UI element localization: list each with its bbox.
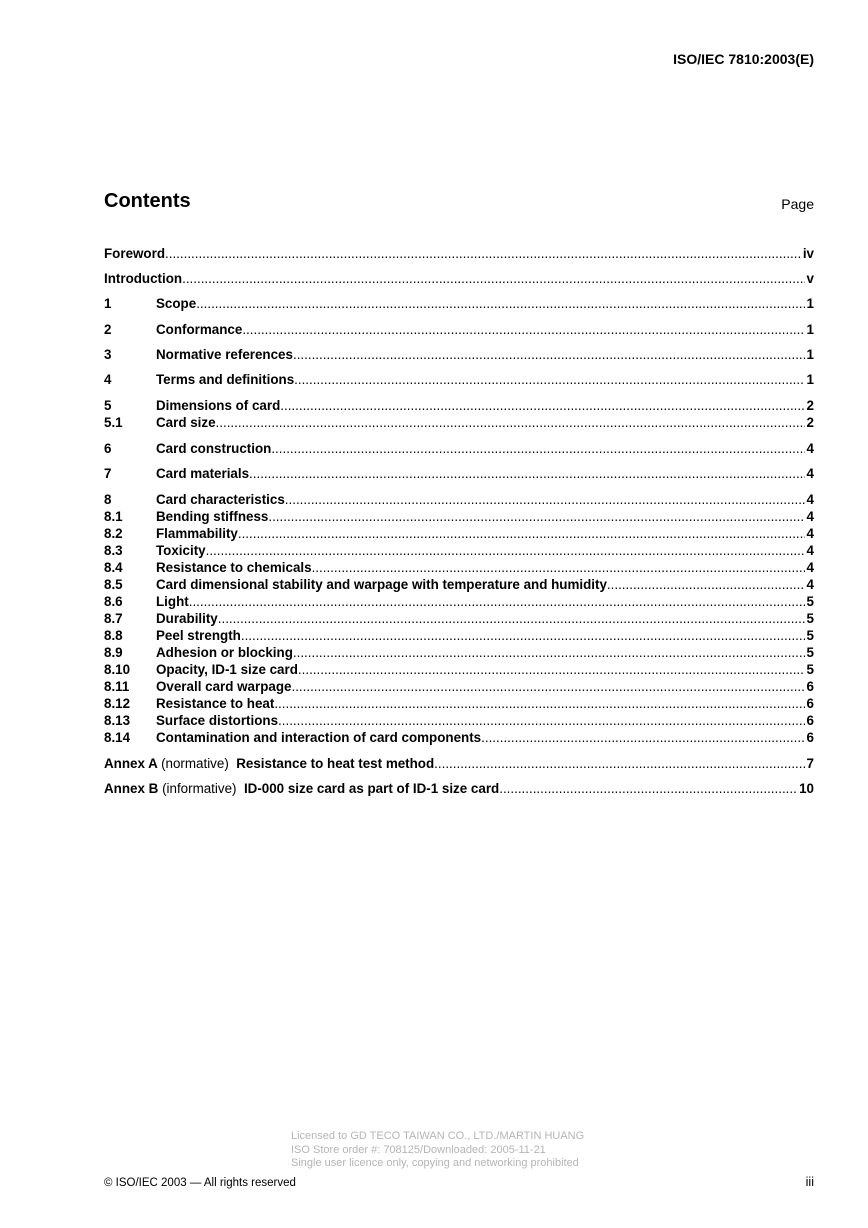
document-id: ISO/IEC 7810:2003(E) bbox=[673, 51, 814, 67]
toc-entry[interactable] bbox=[104, 560, 814, 577]
toc-entry-page: 6 bbox=[806, 730, 814, 745]
annex-title: ID-000 size card as part of ID-1 size card bbox=[243, 781, 500, 796]
dot-leader bbox=[218, 611, 805, 626]
toc-entry-page: 4 bbox=[806, 509, 814, 524]
toc-entry-number: 8.14 bbox=[104, 730, 131, 745]
annex-type: (informative) bbox=[162, 781, 237, 796]
annex-title: Resistance to heat test method bbox=[236, 756, 435, 771]
toc-entry[interactable] bbox=[104, 246, 814, 263]
annex-page: 7 bbox=[806, 756, 814, 771]
toc-entry-number: 8.4 bbox=[104, 560, 123, 575]
toc-entry[interactable] bbox=[104, 466, 814, 483]
toc-entry-page: 5 bbox=[806, 611, 814, 626]
toc-entry-title: Card size bbox=[156, 415, 216, 430]
toc-entry-page: 4 bbox=[806, 441, 814, 456]
toc-entry-page: 4 bbox=[806, 526, 814, 541]
toc-entry-number: 8.7 bbox=[104, 611, 123, 626]
toc-entry-page: 1 bbox=[806, 296, 814, 311]
dot-leader bbox=[242, 322, 804, 337]
toc-entry-title: Normative references bbox=[156, 347, 293, 362]
toc-entry-title: Contamination and interaction of card components bbox=[156, 730, 482, 745]
toc-entry-page: 5 bbox=[806, 662, 814, 677]
toc-entry-page: 1 bbox=[806, 372, 814, 387]
dot-leader bbox=[165, 246, 801, 261]
toc-entry-number: 8.13 bbox=[104, 713, 131, 728]
dot-leader bbox=[206, 543, 805, 558]
toc-entry[interactable] bbox=[104, 628, 814, 645]
toc-entry-title: Card construction bbox=[156, 441, 272, 456]
toc-annex-entry[interactable] bbox=[104, 781, 814, 798]
toc-entry[interactable] bbox=[104, 271, 814, 288]
toc-entry[interactable] bbox=[104, 322, 814, 339]
toc-entry-page: 5 bbox=[806, 628, 814, 643]
toc-entry[interactable] bbox=[104, 662, 814, 679]
toc-entry[interactable] bbox=[104, 296, 814, 313]
dot-leader bbox=[499, 781, 797, 796]
toc-entry-title: Conformance bbox=[156, 322, 243, 337]
dot-leader bbox=[189, 594, 805, 609]
toc-entry-page: 1 bbox=[806, 322, 814, 337]
toc-entry[interactable] bbox=[104, 372, 814, 389]
dot-leader bbox=[293, 645, 805, 660]
toc-entry-page: 4 bbox=[806, 577, 814, 592]
toc-entry-page: iv bbox=[802, 246, 814, 261]
toc-entry-title: Card materials bbox=[156, 466, 250, 481]
toc-entry-number: 8.9 bbox=[104, 645, 123, 660]
dot-leader bbox=[271, 441, 804, 456]
toc-entry[interactable] bbox=[104, 645, 814, 662]
toc-entry-title: Introduction bbox=[104, 271, 183, 286]
toc-entry[interactable] bbox=[104, 398, 814, 415]
toc-entry-page: 6 bbox=[806, 713, 814, 728]
toc-entry[interactable] bbox=[104, 577, 814, 594]
toc-entry-number: 6 bbox=[104, 441, 112, 456]
page-column-label: Page bbox=[781, 196, 814, 212]
toc-entry-page: 4 bbox=[806, 466, 814, 481]
toc-entry-page: 1 bbox=[806, 347, 814, 362]
toc-entry-title: Terms and definitions bbox=[156, 372, 295, 387]
dot-leader bbox=[274, 696, 804, 711]
dot-leader bbox=[268, 509, 804, 524]
toc-entry-number: 8.5 bbox=[104, 577, 123, 592]
toc-entry-number: 7 bbox=[104, 466, 112, 481]
annex-label: Annex A bbox=[104, 756, 158, 771]
annex-type: (normative) bbox=[161, 756, 229, 771]
toc-entry-title: Opacity, ID-1 size card bbox=[156, 662, 298, 677]
toc-entry[interactable] bbox=[104, 347, 814, 364]
toc-entry-number: 8.8 bbox=[104, 628, 123, 643]
dot-leader bbox=[196, 296, 804, 311]
toc-entry-title: Light bbox=[156, 594, 189, 609]
toc-entry-page: 5 bbox=[806, 594, 814, 609]
dot-leader bbox=[293, 347, 805, 362]
toc-entry[interactable] bbox=[104, 730, 814, 747]
toc-entry-page: v bbox=[806, 271, 814, 286]
toc-entry-title: Surface distortions bbox=[156, 713, 279, 728]
toc-entry-title: Toxicity bbox=[156, 543, 206, 558]
toc-entry-title: Flammability bbox=[156, 526, 238, 541]
toc-entry-number: 8.12 bbox=[104, 696, 131, 711]
license-watermark bbox=[291, 1130, 584, 1171]
toc-entry-number: 8.2 bbox=[104, 526, 123, 541]
dot-leader bbox=[182, 271, 804, 286]
toc-entry-number: 4 bbox=[104, 372, 112, 387]
dot-leader bbox=[291, 679, 804, 694]
annex-page: 10 bbox=[799, 781, 814, 796]
toc-entry-page: 2 bbox=[806, 415, 814, 430]
watermark-line-1: Licensed to GD TECO TAIWAN CO., LTD./MARTIN HUANG bbox=[291, 1130, 585, 1142]
toc-entry-title: Bending stiffness bbox=[156, 509, 269, 524]
toc-entry-page: 4 bbox=[806, 543, 814, 558]
toc-entry-title: Adhesion or blocking bbox=[156, 645, 293, 660]
toc-entry-title: Resistance to heat bbox=[156, 696, 275, 711]
dot-leader bbox=[294, 372, 804, 387]
dot-leader bbox=[280, 398, 804, 413]
dot-leader bbox=[249, 466, 805, 481]
toc-entry-title: Scope bbox=[156, 296, 197, 311]
toc-entry-page: 6 bbox=[806, 679, 814, 694]
toc-entry-title: Overall card warpage bbox=[156, 679, 292, 694]
toc-entry[interactable] bbox=[104, 441, 814, 458]
toc-entry[interactable] bbox=[104, 713, 814, 730]
toc-entry-title: Card characteristics bbox=[156, 492, 285, 507]
toc-entry[interactable] bbox=[104, 415, 814, 432]
toc-entry-page: 2 bbox=[806, 398, 814, 413]
toc-annex-entry[interactable] bbox=[104, 756, 814, 773]
toc-entry-page: 4 bbox=[806, 560, 814, 575]
dot-leader bbox=[434, 756, 804, 771]
toc-entry-title: Peel strength bbox=[156, 628, 241, 643]
dot-leader bbox=[216, 415, 805, 430]
annex-heading bbox=[104, 781, 499, 796]
toc-entry[interactable] bbox=[104, 594, 814, 611]
watermark-line-3: Single user licence only, copying and networking prohibited bbox=[291, 1157, 579, 1169]
dot-leader bbox=[238, 526, 805, 541]
toc-entry-number: 8.11 bbox=[104, 679, 130, 694]
toc-entry-title: Resistance to chemicals bbox=[156, 560, 312, 575]
dot-leader bbox=[481, 730, 804, 745]
table-of-contents bbox=[104, 246, 814, 798]
toc-entry[interactable] bbox=[104, 696, 814, 713]
toc-entry[interactable] bbox=[104, 492, 814, 509]
dot-leader bbox=[241, 628, 805, 643]
toc-entry[interactable] bbox=[104, 679, 814, 696]
toc-entry-number: 1 bbox=[104, 296, 112, 311]
toc-entry-number: 8.10 bbox=[104, 662, 131, 677]
dot-leader bbox=[285, 492, 805, 507]
dot-leader bbox=[312, 560, 805, 575]
toc-entry-page: 4 bbox=[806, 492, 814, 507]
toc-entry-title: Card dimensional stability and warpage with temperature and humidity bbox=[156, 577, 607, 592]
toc-entry-number: 8.6 bbox=[104, 594, 123, 609]
toc-entry-title: Foreword bbox=[104, 246, 166, 261]
toc-entry-number: 8.3 bbox=[104, 543, 123, 558]
contents-title: Contents bbox=[104, 190, 191, 212]
toc-entry[interactable] bbox=[104, 509, 814, 526]
annex-label: Annex B bbox=[104, 781, 159, 796]
annex-heading bbox=[104, 756, 434, 771]
watermark-line-2: ISO Store order #: 708125/Downloaded: 2005-11-21 bbox=[291, 1143, 546, 1156]
dot-leader bbox=[607, 577, 805, 592]
toc-entry[interactable] bbox=[104, 543, 814, 560]
toc-entry-title: Dimensions of card bbox=[156, 398, 281, 413]
copyright-notice: © ISO/IEC 2003 — All rights reserved bbox=[104, 1177, 296, 1189]
toc-entry-number: 3 bbox=[104, 347, 112, 362]
toc-entry-page: 5 bbox=[806, 645, 814, 660]
toc-entry-number: 5.1 bbox=[104, 415, 123, 430]
toc-entry-page: 6 bbox=[806, 696, 814, 711]
toc-entry[interactable] bbox=[104, 611, 814, 628]
dot-leader bbox=[278, 713, 805, 728]
toc-entry-number: 8.1 bbox=[104, 509, 123, 524]
dot-leader bbox=[298, 662, 805, 677]
toc-entry-number: 8 bbox=[104, 492, 112, 507]
toc-entry-title: Durability bbox=[156, 611, 218, 626]
toc-entry[interactable] bbox=[104, 526, 814, 543]
toc-entry-number: 2 bbox=[104, 322, 112, 337]
page-number: iii bbox=[805, 1175, 814, 1189]
toc-entry-number: 5 bbox=[104, 398, 112, 413]
